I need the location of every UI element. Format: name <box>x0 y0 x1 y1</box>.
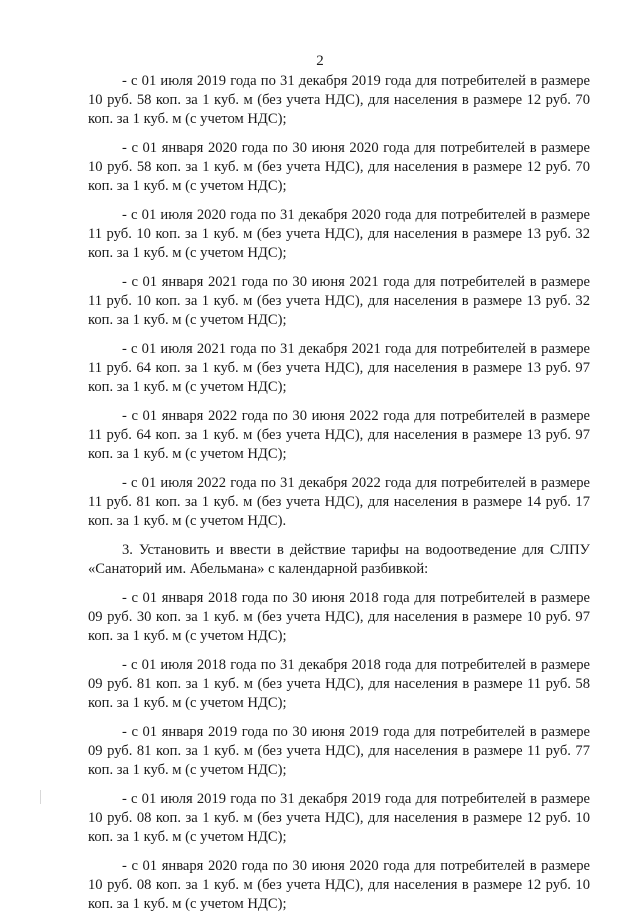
tariff-paragraph: - с 01 июля 2019 года по 31 декабря 2019 года для потребителей в размере 10 руб. 08 коп. за 1 куб. м (без учета НДС), для населения в размере 12 руб. 10 коп. за 1 куб. м (с учетом НДС); <box>88 791 590 845</box>
tariff-paragraph: - с 01 июля 2020 года по 31 декабря 2020 года для потребителей в размере 11 руб. 10 коп. за 1 куб. м (без учета НДС), для населения в размере 13 руб. 32 коп. за 1 куб. м (с учетом НДС); <box>88 207 590 261</box>
tariff-paragraph: - с 01 января 2021 года по 30 июня 2021 года для потребителей в размере 11 руб. 10 коп. за 1 куб. м (без учета НДС), для населения в размере 13 руб. 32 коп. за 1 куб. м (с учетом НДС); <box>88 274 590 328</box>
scan-margin-mark <box>40 790 41 804</box>
tariff-paragraph: - с 01 января 2019 года по 30 июня 2019 года для потребителей в размере 09 руб. 81 коп. за 1 куб. м (без учета НДС), для населения в размере 11 руб. 77 коп. за 1 куб. м (с учетом НДС); <box>88 724 590 778</box>
tariff-paragraph: - с 01 июля 2018 года по 31 декабря 2018 года для потребителей в размере 09 руб. 81 коп. за 1 куб. м (без учета НДС), для населения в размере 11 руб. 58 коп. за 1 куб. м (с учетом НДС); <box>88 657 590 711</box>
tariff-paragraph: - с 01 января 2022 года по 30 июня 2022 года для потребителей в размере 11 руб. 64 коп. за 1 куб. м (без учета НДС), для населения в размере 13 руб. 97 коп. за 1 куб. м (с учетом НДС); <box>88 408 590 462</box>
page-number: 2 <box>316 53 324 69</box>
document-body <box>88 72 590 924</box>
tariff-paragraph: - с 01 июля 2022 года по 31 декабря 2022 года для потребителей в размере 11 руб. 81 коп. за 1 куб. м (без учета НДС), для населения в размере 14 руб. 17 коп. за 1 куб. м (с учетом НДС). <box>88 475 590 529</box>
section-3-heading: 3. Установить и ввести в действие тарифы на водоотведение для СЛПУ «Санаторий им. Абельмана» с календарной разбивкой: <box>88 542 590 577</box>
tariff-paragraph: - с 01 июля 2019 года по 31 декабря 2019 года для потребителей в размере 10 руб. 58 коп. за 1 куб. м (без учета НДС), для населения в размере 12 руб. 70 коп. за 1 куб. м (с учетом НДС); <box>88 73 590 127</box>
tariff-paragraph: - с 01 января 2018 года по 30 июня 2018 года для потребителей в размере 09 руб. 30 коп. за 1 куб. м (без учета НДС), для населения в размере 10 руб. 97 коп. за 1 куб. м (с учетом НДС); <box>88 590 590 644</box>
tariff-paragraph: - с 01 января 2020 года по 30 июня 2020 года для потребителей в размере 10 руб. 58 коп. за 1 куб. м (без учета НДС), для населения в размере 12 руб. 70 коп. за 1 куб. м (с учетом НДС); <box>88 140 590 194</box>
tariff-paragraph: - с 01 января 2020 года по 30 июня 2020 года для потребителей в размере 10 руб. 08 коп. за 1 куб. м (без учета НДС), для населения в размере 12 руб. 10 коп. за 1 куб. м (с учетом НДС); <box>88 858 590 912</box>
tariff-paragraph: - с 01 июля 2021 года по 31 декабря 2021 года для потребителей в размере 11 руб. 64 коп. за 1 куб. м (без учета НДС), для населения в размере 13 руб. 97 коп. за 1 куб. м (с учетом НДС); <box>88 341 590 395</box>
